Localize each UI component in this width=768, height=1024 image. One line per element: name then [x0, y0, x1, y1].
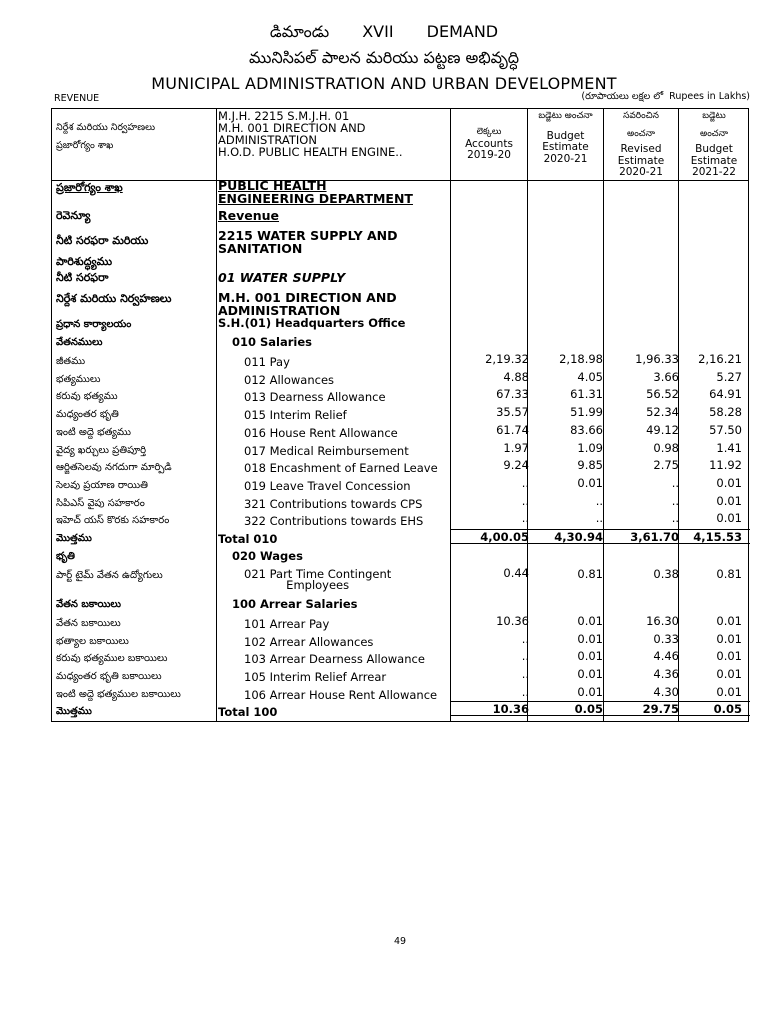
arrears-english: 100 Arrear Salaries [232, 597, 358, 611]
salary-row-budget-2021: 11.92 [709, 458, 742, 473]
col-header-tel: బడ్జెటు [702, 111, 726, 121]
salary-row-revised-2020: 56.52 [646, 387, 679, 402]
arrears-telugu: వేతన బకాయిలు [56, 599, 121, 610]
col-header-text: 2020-21 [619, 166, 663, 178]
salary-row-label: 011 Pay [244, 355, 290, 369]
title-english: MUNICIPAL ADMINISTRATION AND URBAN DEVELOPMENT [151, 74, 617, 93]
col-header-text: Estimate [542, 141, 589, 153]
demand-number: XVII [362, 22, 394, 41]
salary-row-accounts: 61.74 [496, 422, 529, 437]
salary-row-label: 019 Leave Travel Concession [244, 478, 411, 493]
salary-row-revised-2020: .. [671, 511, 679, 526]
arrear-row-label: 101 Arrear Pay [244, 617, 330, 631]
header-left-cell [56, 119, 155, 155]
salary-row-budget-2021: 1.41 [716, 440, 742, 455]
total-100-accounts: 10.36 [492, 702, 529, 716]
total-100-budget-2020: 0.05 [574, 702, 603, 716]
salary-row-label: 012 Allowances [244, 372, 335, 387]
col-header-text: Budget [695, 143, 733, 155]
salary-row-revised-2020: 0.98 [653, 440, 679, 455]
salary-row-budget-2021: 64.91 [709, 387, 742, 402]
total-010-budget-2020: 4,30.94 [554, 530, 603, 544]
salary-row-accounts: 9.24 [503, 458, 529, 473]
arrear-row-revised-2020: 0.33 [653, 631, 679, 646]
col-header-revised-2020 [604, 109, 678, 180]
arrear-row-revised-2020: 4.46 [653, 649, 679, 664]
units-label [581, 91, 750, 104]
salary-row-budget-2021: 0.01 [716, 493, 742, 508]
arrear-row-budget-2021: 0.01 [716, 667, 742, 682]
revenue-telugu: రెవెన్యూ [56, 209, 91, 222]
salary-row-budget-2020: 9.85 [577, 458, 603, 473]
total-100-revised-2020: 29.75 [642, 702, 679, 716]
arrear-row-budget-2021: 0.01 [716, 614, 742, 628]
total-010-label: Total 010 [218, 532, 278, 546]
salary-row-budget-2020: .. [595, 511, 603, 526]
header-left-line2: ప్రజారోగ్యం శాఖ [56, 140, 114, 151]
head-line: H.O.D. PUBLIC HEALTH ENGINE.. [218, 145, 403, 159]
wages-english: 020 Wages [232, 549, 303, 563]
salary-row-accounts: .. [521, 493, 529, 508]
salary-row-budget-2020: 1.09 [577, 440, 603, 455]
salary-row-telugu: భత్యములు [56, 373, 101, 385]
header-left-line1: నిర్దేశ మరియు నిర్వహణలు [56, 122, 156, 133]
salary-row-budget-2020: 0.01 [577, 475, 603, 490]
wages-budget-2020: 0.81 [577, 567, 603, 581]
salary-row-label: 016 House Rent Allowance [244, 425, 398, 440]
dept-telugu: ప్రజారోగ్యం శాఖ [56, 181, 123, 194]
salary-row-accounts: .. [521, 511, 529, 526]
dir-line: ADMINISTRATION [218, 303, 341, 318]
salary-row-revised-2020: .. [671, 475, 679, 490]
arrear-row-label: 106 Arrear House Rent Allowance [244, 687, 438, 702]
arrear-row-budget-2021: 0.01 [716, 684, 742, 699]
water-supply-telugu: నీటి సరఫరా [56, 271, 109, 284]
total-010-accounts: 4,00.05 [480, 530, 529, 544]
salary-row-telugu: కరువు భత్యము [56, 391, 118, 403]
arrear-row-budget-2021: 0.01 [716, 649, 742, 664]
col-header-text: Estimate [690, 154, 738, 167]
col-header-tel: లెక్కలు [476, 127, 502, 138]
salary-row-budget-2020: 2,18.98 [559, 352, 603, 366]
total-010-telugu: మొత్తము [56, 533, 92, 544]
salary-row-budget-2021: 5.27 [716, 369, 742, 384]
arrear-row-revised-2020: 4.30 [653, 684, 679, 699]
salary-row-label: 013 Dearness Allowance [244, 390, 386, 405]
wages-row-label [244, 569, 391, 591]
salary-row-accounts: 1.97 [503, 440, 529, 455]
water-supply-sanitation-telugu [56, 230, 148, 272]
arrear-row-accounts: .. [521, 684, 529, 699]
arrear-row-telugu: ఇంటి అద్దె భత్యముల బకాయిలు [56, 688, 181, 700]
revenue-english: Revenue [218, 208, 280, 223]
ws-line: SANITATION [218, 241, 303, 256]
salary-row-telugu: జీతము [56, 356, 86, 367]
total-010-revised-2020: 3,61.70 [630, 530, 679, 544]
salary-row-telugu: ఇహెచ్ యస్ కొరకు సహకారం [56, 515, 170, 527]
head-line: ADMINISTRATION [218, 133, 317, 147]
col-header-text: 2021-22 [692, 166, 736, 178]
salary-row-budget-2021: 2,16.21 [698, 352, 742, 366]
salary-row-revised-2020: .. [671, 493, 679, 508]
salary-row-telugu: సిపిఎస్ వైపు సహకారం [56, 497, 145, 509]
salary-row-budget-2021: 0.01 [716, 511, 742, 526]
arrear-row-budget-2020: 0.01 [577, 684, 603, 699]
salary-row-label: 322 Contributions towards EHS [244, 514, 424, 529]
ws-line: పారిశుద్ధ్యము [56, 255, 113, 268]
dept-line: PUBLIC HEALTH [218, 178, 327, 193]
wages-label-line: Employees [286, 578, 350, 592]
ws-line: 2215 WATER SUPPLY AND [218, 228, 398, 243]
total-100-telugu: మొత్తము [56, 706, 92, 717]
arrear-row-budget-2020: 0.01 [577, 614, 603, 628]
demand-telugu: డిమాండు [269, 22, 330, 41]
arrear-row-accounts: 10.36 [496, 614, 529, 628]
total-100-budget-2021: 0.05 [713, 702, 742, 716]
salary-row-telugu: మధ్యంతర భృతి [56, 409, 119, 421]
dir-line: M.H. 001 DIRECTION AND [218, 290, 397, 305]
salary-row-label: 017 Medical Reimbursement [244, 443, 409, 458]
wages-telugu: భృతి [56, 551, 75, 562]
arrear-row-telugu: భత్యాల బకాయిలు [56, 635, 129, 647]
salary-row-revised-2020: 52.34 [646, 405, 679, 420]
col-header-text: 2019-20 [467, 149, 511, 162]
units-telugu: (రూపాయలు లక్షల లో [581, 91, 664, 102]
salary-row-accounts: 2,19.32 [485, 352, 529, 366]
salary-row-label: 018 Encashment of Earned Leave [244, 461, 438, 476]
wages-accounts: 0.44 [503, 566, 529, 580]
water-supply-english: 01 WATER SUPPLY [218, 270, 346, 285]
head-line: M.J.H. 2215 S.M.J.H. 01 [218, 109, 350, 123]
col-header-tel: బడ్జెటు అంచనా [538, 111, 593, 121]
col-header-text: Estimate [617, 154, 665, 167]
wages-budget-2021: 0.81 [716, 567, 742, 581]
arrear-row-budget-2020: 0.01 [577, 631, 603, 646]
salary-row-revised-2020: 49.12 [646, 422, 679, 437]
col-header-tel: అంచనా [700, 128, 728, 139]
salary-row-telugu: వైద్య ఖర్చులు ప్రతిపూర్తి [56, 444, 147, 456]
salaries-english: 010 Salaries [232, 335, 313, 349]
title-telugu: మునిసిపల్ పాలన మరియు పట్టణ అభివృద్ధి [248, 48, 520, 67]
arrear-row-revised-2020: 16.30 [646, 614, 679, 628]
ws-line: నీటి సరఫరా మరియు [56, 234, 149, 247]
wages-revised-2020: 0.38 [653, 567, 679, 581]
col-header-text: Budget [546, 129, 585, 142]
arrear-row-budget-2020: 0.01 [577, 667, 603, 682]
arrear-row-telugu: వేతన బకాయిలు [56, 618, 121, 629]
dept-line: ENGINEERING DEPARTMENT [218, 191, 413, 206]
salary-row-accounts: 67.33 [496, 387, 529, 402]
salary-row-label: 321 Contributions towards CPS [244, 496, 423, 511]
salary-row-budget-2020: .. [595, 493, 603, 508]
salary-row-accounts: 35.57 [496, 405, 529, 420]
col-header-budget-2021 [679, 109, 749, 180]
arrear-row-budget-2021: 0.01 [716, 631, 742, 646]
arrear-row-label: 105 Interim Relief Arrear [244, 670, 387, 685]
col-header-tel: సవరించిన [623, 111, 659, 121]
wages-label-line: 021 Part Time Contingent [244, 567, 392, 581]
salary-row-budget-2020: 51.99 [570, 405, 603, 420]
arrear-row-accounts: .. [521, 631, 529, 646]
arrear-row-accounts: .. [521, 649, 529, 664]
salary-row-label: 015 Interim Relief [244, 408, 347, 423]
col-header-text: Accounts [465, 137, 513, 150]
demand-label: DEMAND [426, 22, 499, 41]
salary-row-budget-2021: 57.50 [709, 422, 742, 437]
revenue-label: REVENUE [54, 93, 100, 104]
hq-english: S.H.(01) Headquarters Office [218, 316, 406, 330]
direction-english [218, 291, 397, 317]
salary-row-telugu: ఆర్జితసెలవు నగదుగా మార్పిడి [56, 462, 172, 474]
page-number: 49 [393, 936, 407, 947]
salary-row-revised-2020: 2.75 [653, 458, 679, 473]
header-head-of-account [218, 110, 403, 158]
arrear-row-revised-2020: 4.36 [653, 667, 679, 682]
salary-row-telugu: ఇంటి అద్దె భత్యము [56, 426, 131, 438]
salary-row-budget-2020: 83.66 [570, 422, 603, 437]
salary-row-budget-2021: 58.28 [709, 405, 742, 420]
units-english: Rupees in Lakhs) [669, 91, 750, 102]
salary-row-revised-2020: 1,96.33 [635, 352, 679, 366]
arrear-row-budget-2020: 0.01 [577, 649, 603, 664]
salary-row-budget-2020: 61.31 [570, 387, 603, 402]
divider [216, 109, 217, 721]
salary-row-accounts: 4.88 [503, 369, 529, 384]
col-header-text: Revised [620, 143, 662, 155]
total-100-label: Total 100 [218, 705, 278, 719]
arrear-row-telugu: మధ్యంతర భృతి బకాయిలు [56, 671, 162, 683]
col-header-budget-2020 [528, 109, 603, 180]
budget-table [51, 108, 749, 722]
water-supply-sanitation-english [218, 229, 398, 255]
total-010-budget-2021: 4,15.53 [693, 530, 742, 544]
salary-row-telugu: సెలవు ప్రయాణ రాయితి [56, 479, 148, 491]
salary-row-accounts: .. [521, 475, 529, 490]
wages-row-telugu: పార్ట్ టైమ్ వేతన ఉద్యోగులు [56, 570, 163, 581]
direction-telugu: నిర్దేశ మరియు నిర్వహణలు [56, 292, 172, 305]
col-header-tel: అంచనా [627, 128, 655, 139]
arrear-row-label: 103 Arrear Dearness Allowance [244, 652, 425, 667]
salaries-telugu: వేతనములు [56, 337, 103, 348]
salary-row-revised-2020: 3.66 [653, 369, 679, 384]
col-header-text: 2020-21 [543, 152, 588, 165]
dept-english [218, 179, 413, 205]
hq-telugu: ప్రధాన కార్యాలయం [56, 319, 132, 330]
salary-row-budget-2021: 0.01 [716, 475, 742, 490]
divider [450, 109, 451, 721]
salary-row-budget-2020: 4.05 [577, 369, 603, 384]
col-header-accounts [451, 109, 527, 180]
demand-title [0, 22, 768, 45]
head-line: M.H. 001 DIRECTION AND [218, 121, 366, 135]
arrear-row-label: 102 Arrear Allowances [244, 634, 374, 649]
arrear-row-accounts: .. [521, 667, 529, 682]
arrear-row-telugu: కరువు భత్యముల బకాయిలు [56, 653, 168, 665]
